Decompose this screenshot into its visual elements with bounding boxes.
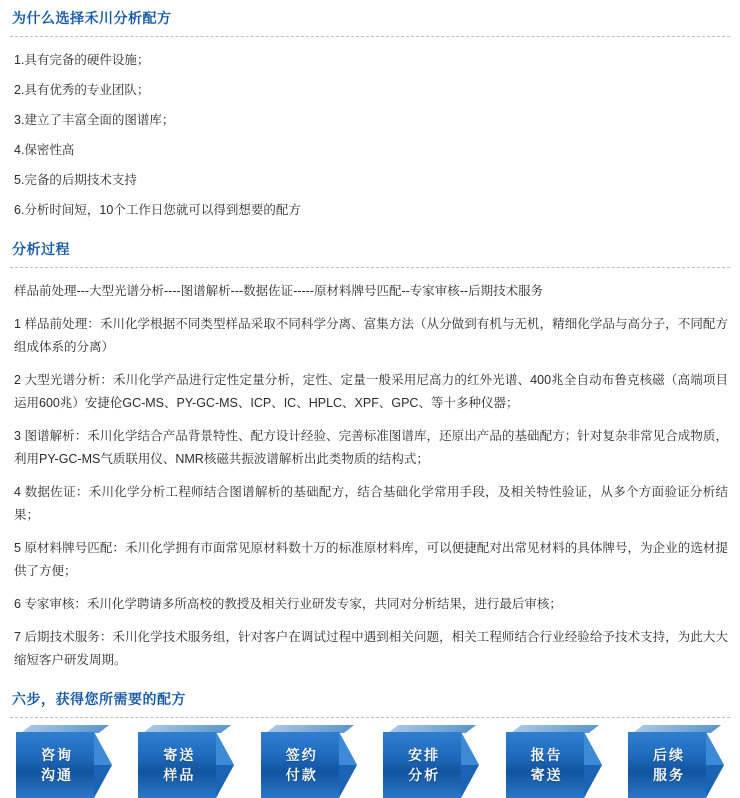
step-label-line1: 后续 xyxy=(652,747,685,763)
step-arrow-1 xyxy=(16,732,112,798)
list-item: 1 样品前处理：禾川化学根据不同类型样品采取不同科学分离、富集方法（从分做到有机与无机，精细化学品与高分子，不同配方组成体系的分离） xyxy=(14,317,728,354)
step-arrow-label xyxy=(506,732,588,798)
section-title-steps: 六步，获得您所需要的配方 xyxy=(12,691,186,707)
step-label-line1: 安排 xyxy=(408,747,441,763)
step-label-line2: 分析 xyxy=(408,767,441,783)
step-label-line2: 服务 xyxy=(652,767,685,783)
step-arrow-label xyxy=(383,732,465,798)
list-item: 6 专家审核：禾川化学聘请多所高校的教授及相关行业研发专家，共同对分析结果，进行最后审核； xyxy=(14,597,562,611)
steps-arrow-diagram xyxy=(10,728,730,798)
step-label-line2: 沟通 xyxy=(41,767,73,783)
divider-reasons xyxy=(10,36,730,37)
list-item: 5 原材料牌号匹配：禾川化学拥有市面常见原材料数十万的标准原材料库，可以便捷配对出常见材料的具体牌号，为企业的选材提供了方便； xyxy=(14,541,728,578)
step-label-line1: 寄送 xyxy=(163,747,196,763)
list-item: 6.分析时间短，10个工作日您就可以得到想要的配方 xyxy=(14,203,301,217)
step-label-line2: 寄送 xyxy=(530,767,563,783)
divider-steps xyxy=(10,717,730,718)
list-item: 3.建立了丰富全面的图谱库； xyxy=(14,113,175,127)
section-title-reasons: 为什么选择禾川分析配方 xyxy=(12,10,172,26)
list-item: 7 后期技术服务：禾川化学技术服务组，针对客户在调试过程中遇到相关问题，相关工程师结合行业经验给予技术支持，为此大大缩短客户研发周期。 xyxy=(14,630,728,667)
step-arrow-label xyxy=(138,732,220,798)
step-arrow-6 xyxy=(628,732,724,798)
step-label-line1: 咨询 xyxy=(41,747,73,763)
list-item: 2.具有优秀的专业团队； xyxy=(14,83,150,97)
reasons-list xyxy=(10,43,730,231)
step-label-line2: 付款 xyxy=(285,767,318,783)
step-arrow-label xyxy=(628,732,710,798)
step-arrow-label xyxy=(261,732,343,798)
step-label-line2: 样品 xyxy=(163,767,196,783)
list-item: 2 大型光谱分析：禾川化学产品进行定性定量分析，定性、定量一般采用尼高力的红外光谱、400兆全自动布鲁克核磁（高端项目运用600兆）安捷伦GC-MS、PY-GC-MS、ICP、IC、HPLC、XPF、GPC、等十多种仪器； xyxy=(14,373,728,410)
list-item: 4 数据佐证：禾川化学分析工程师结合图谱解析的基础配方，结合基础化学常用手段，及相关特性验证，从多个方面验证分析结果； xyxy=(14,485,728,522)
step-arrow-5 xyxy=(506,732,602,798)
step-arrow-label xyxy=(16,732,98,798)
list-item: 3 图谱解析：禾川化学结合产品背景特性、配方设计经验、完善标准图谱库，还原出产品的基础配方；针对复杂非常见合成物质，利用PY-GC-MS气质联用仪、NMR核磁共振波谱解析出此类物质的结构式； xyxy=(14,429,728,466)
list-item: 4.保密性高 xyxy=(14,143,75,157)
divider-process xyxy=(10,267,730,268)
list-item: 5.完备的后期技术支持 xyxy=(14,173,137,187)
list-item: 1.具有完备的硬件设施； xyxy=(14,53,150,67)
process-flow-summary: 样品前处理---大型光谱分析----图谱解析---数据佐证-----原材料牌号匹配--专家审核--后期技术服务 xyxy=(14,284,544,298)
process-list xyxy=(10,306,730,681)
step-arrow-4 xyxy=(383,732,479,798)
step-label-line1: 报告 xyxy=(530,747,563,763)
step-label-line1: 签约 xyxy=(285,747,318,763)
step-arrow-2 xyxy=(138,732,234,798)
step-arrow-3 xyxy=(261,732,357,798)
section-title-process: 分析过程 xyxy=(12,241,70,257)
